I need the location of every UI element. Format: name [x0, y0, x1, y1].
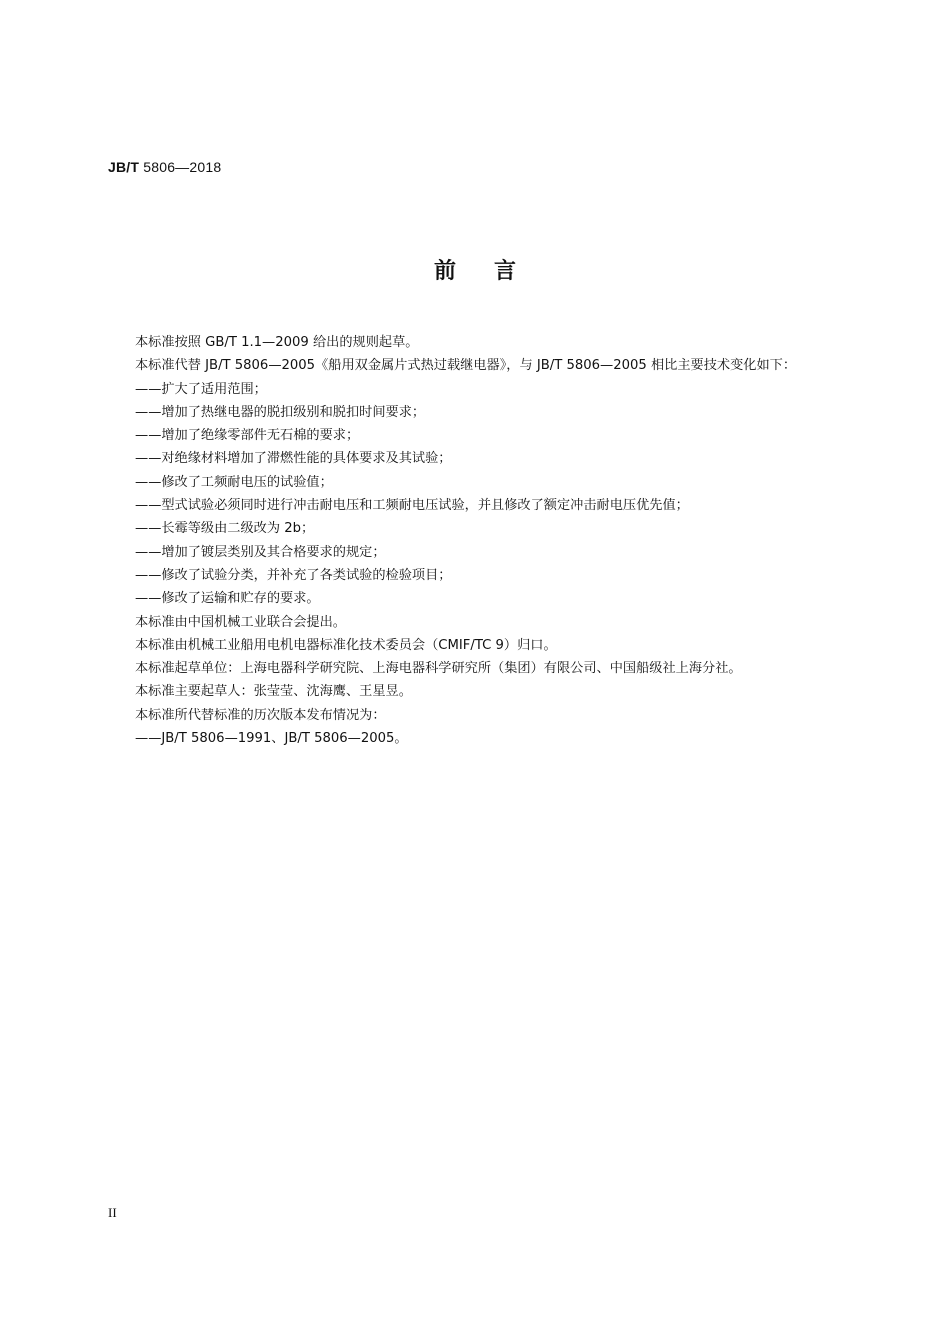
list-item: ——长霉等级由二级改为 2b；	[135, 521, 315, 537]
paragraph-proposed-by: 本标准由中国机械工业联合会提出。	[135, 614, 346, 630]
paragraph-replacement: 本标准代替 JB/T 5806—2005《船用双金属片式热过载继电器》，与 JB/T 5806—2005 相比主要技术变化如下：	[135, 358, 797, 374]
list-item: ——修改了工频耐电压的试验值；	[135, 474, 333, 490]
foreword-body	[108, 331, 798, 750]
history-list-item: ——JB/T 5806—1991、JB/T 5806—2005。	[135, 731, 408, 747]
list-item: ——修改了运输和贮存的要求。	[135, 591, 320, 607]
paragraph-drafting-rules: 本标准按照 GB/T 1.1—2009 给出的规则起草。	[135, 335, 419, 350]
paragraph-drafters: 本标准主要起草人：张莹莹、沈海鹰、王星昱。	[135, 684, 412, 700]
paragraph-history: 本标准所代替标准的历次版本发布情况为：	[135, 707, 386, 723]
list-item: ——型式试验必须同时进行冲击耐电压和工频耐电压试验，并且修改了额定冲击耐电压优先值；	[135, 498, 689, 514]
standard-code-number: 5806—2018	[143, 159, 222, 175]
paragraph-drafting-units: 本标准起草单位：上海电器科学研究院、上海电器科学研究所（集团）有限公司、中国船级社上海分社。	[135, 661, 742, 677]
list-item: ——扩大了适用范围；	[135, 381, 267, 397]
page-number: II	[108, 1205, 117, 1220]
list-item: ——增加了热继电器的脱扣级别和脱扣时间要求；	[135, 404, 426, 420]
list-item: ——修改了试验分类，并补充了各类试验的检验项目；	[135, 567, 452, 583]
standard-code	[108, 159, 221, 175]
paragraph-administered-by: 本标准由机械工业船用电机电器标准化技术委员会（CMIF/TC 9）归口。	[135, 637, 557, 653]
list-item: ——对绝缘材料增加了滞燃性能的具体要求及其试验；	[135, 451, 452, 467]
standard-code-prefix: JB/T	[108, 159, 140, 175]
list-item: ——增加了绝缘零部件无石棉的要求；	[135, 428, 360, 444]
page-title: 前言	[433, 259, 554, 284]
list-item: ——增加了镀层类别及其合格要求的规定；	[135, 544, 386, 560]
